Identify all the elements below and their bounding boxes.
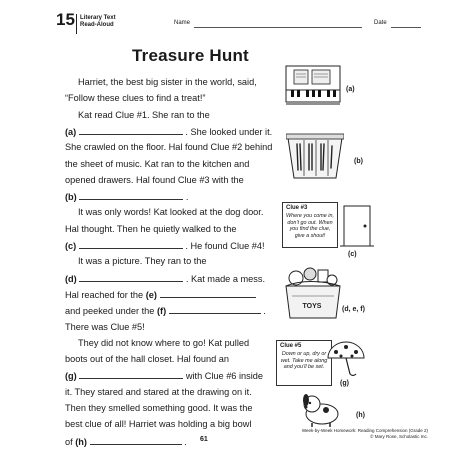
story-line-text: It was only words! Kat looked at the dog door. (78, 207, 264, 218)
story-line-text: with Clue #6 inside (185, 371, 263, 382)
story-line-text: Then they smelled something good. It was the (65, 403, 253, 413)
clue-5-title: Clue #5 (280, 343, 302, 349)
story-line (78, 256, 207, 266)
story-line-text: . (185, 192, 189, 203)
page-number: 15 (56, 10, 75, 29)
answer-blank[interactable] (79, 370, 183, 379)
story-line-text: “Follow these clues to find a treat!” (65, 93, 206, 104)
name-field[interactable] (194, 27, 362, 28)
story-line-text: They did not know where to go! Kat pulled (78, 337, 250, 348)
story-line (65, 93, 205, 103)
footer-page-number: 61 (200, 436, 208, 443)
answer-label: (e) (145, 289, 157, 300)
section-label (80, 15, 116, 29)
toybox-label: TOYS (302, 303, 322, 310)
story-line (78, 110, 210, 120)
answer-label: (g) (65, 371, 77, 382)
illustration-label-def: (d, e, f) (342, 306, 365, 313)
story-line (78, 207, 263, 217)
story-line-text: It was a picture. They ran to the (78, 256, 207, 267)
story-line-text: Hal thought. Then he quietly walked to the (65, 223, 237, 234)
footer-credit-line2: © Mary Rose, Scholastic Inc. (370, 433, 428, 439)
clue-5-card (276, 340, 332, 386)
answer-blank[interactable] (79, 273, 183, 282)
story-line (65, 224, 236, 234)
story-line-text: it. They stared and stared at the drawing on it. (65, 386, 252, 397)
story-line-text: She crawled on the floor. Hal found Clue #2 behind (65, 142, 273, 153)
story-line (65, 126, 272, 137)
story-line (65, 419, 251, 429)
answer-label: (a) (65, 126, 77, 137)
answer-blank[interactable] (79, 191, 183, 200)
illustration-label-c: (c) (348, 251, 357, 258)
header-divider (76, 14, 77, 34)
story-line-text: Hal reached for the (65, 289, 144, 300)
umbrella-illustration (326, 338, 366, 378)
story-line-text: opened drawers. Hal found Clue #3 with the (65, 174, 244, 185)
answer-blank[interactable] (160, 289, 256, 298)
story-line-text: boots out of the hall closet. Hal found an (65, 354, 229, 365)
story-line-text: and peeked under the (65, 306, 155, 317)
answer-label: (d) (65, 273, 77, 284)
answer-label: (f) (156, 306, 167, 317)
section-label-line2: Read-Aloud (80, 22, 114, 28)
clue-3-title: Clue #3 (286, 205, 308, 211)
answer-label: (b) (65, 192, 77, 203)
clue-3-card (282, 202, 338, 248)
story-line-text: Kat read Clue #1. She ran to the (78, 109, 210, 120)
story-line-text: the sheet of music. Kat ran to the kitchen and (65, 158, 250, 169)
story-line (65, 354, 229, 364)
story-line (65, 273, 265, 284)
door-illustration (340, 204, 374, 248)
story-line (65, 436, 187, 447)
illustration-label-g: (g) (340, 380, 349, 387)
illustration-label-a: (a) (346, 86, 355, 93)
story-line-text: . He found Clue #4! (185, 241, 265, 251)
story-line-text: . Kat made a mess. (185, 273, 266, 284)
answer-blank[interactable] (169, 305, 261, 314)
story-line (65, 191, 188, 202)
illustration-label-h: (h) (356, 412, 365, 419)
story-line-text: . She looked under it. (185, 126, 273, 137)
footer-credit-line1: Week-by-Week Homework: Reading Comprehension (Grade 2) (301, 428, 428, 433)
dog-illustration (300, 390, 344, 428)
date-label: Date (374, 20, 387, 26)
story-line (65, 142, 272, 152)
story-line-text: of (65, 436, 73, 447)
story-line (65, 387, 252, 397)
story-line (65, 370, 263, 381)
date-field[interactable] (391, 27, 421, 28)
name-label: Name (174, 20, 191, 26)
answer-blank[interactable] (79, 126, 183, 135)
worksheet-title: Treasure Hunt (132, 46, 249, 65)
story-line-text: There was Clue #5! (65, 321, 145, 332)
story-line (65, 305, 266, 316)
toybox-illustration (282, 266, 344, 322)
story-line (78, 338, 249, 348)
answer-label: (c) (65, 241, 77, 251)
story-line (65, 322, 145, 332)
story-line (65, 159, 249, 169)
story-line (65, 240, 265, 251)
clue-3-text: Where you come in, don’t go out. When you find the clue, give a shout! (286, 213, 334, 239)
clue-5-text: Down or up, dry or wet. Take me along and you’ll be set. (280, 351, 328, 370)
story-line-text: . (184, 436, 187, 447)
story-line-text: Harriet, the best big sister in the world, said, (78, 77, 257, 87)
illustration-label-b: (b) (354, 158, 363, 165)
answer-label: (h) (75, 436, 87, 447)
section-label-line1: Literary Text (80, 15, 116, 21)
footer-credit (298, 428, 428, 439)
piano-illustration (284, 64, 342, 106)
drawer-illustration (286, 132, 344, 182)
story-line-text: best clue of all! Harriet was holding a big bowl (65, 419, 252, 430)
story-line (65, 289, 256, 300)
page-header (56, 10, 416, 34)
story-line (65, 175, 244, 185)
story-line (65, 403, 252, 413)
answer-blank[interactable] (79, 240, 183, 249)
story-line (78, 77, 257, 87)
story-line-text: . (263, 306, 266, 317)
answer-blank[interactable] (90, 436, 182, 445)
